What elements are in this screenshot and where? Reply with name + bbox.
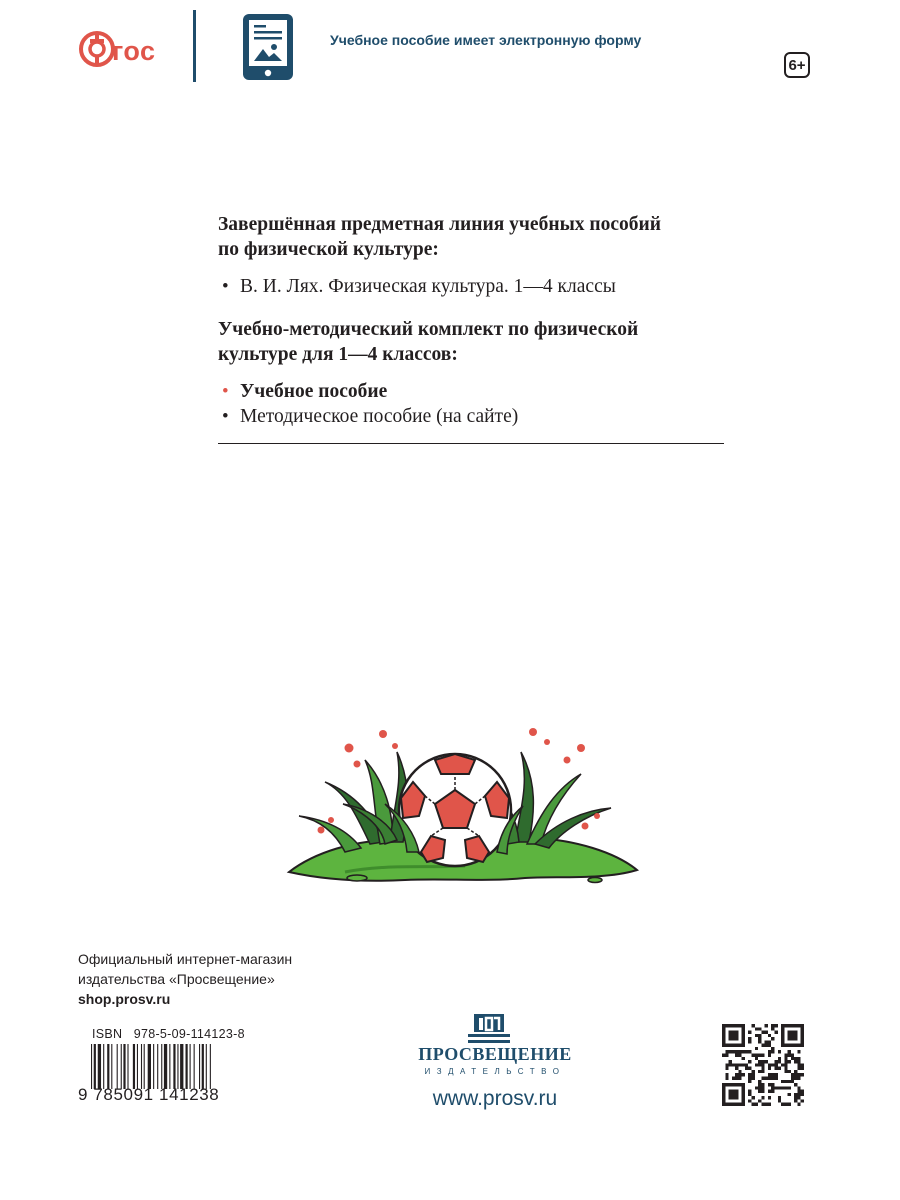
kit-list bbox=[218, 379, 778, 429]
qr-code[interactable] bbox=[722, 1024, 804, 1106]
publisher-mark-icon bbox=[468, 1012, 510, 1046]
fgos-logo bbox=[78, 28, 168, 78]
isbn-barcode-block bbox=[78, 1027, 253, 1107]
bullet-icon: • bbox=[222, 276, 229, 297]
shop-url-link[interactable]: shop.prosv.ru bbox=[78, 991, 171, 1007]
header-divider bbox=[193, 10, 196, 82]
barcode bbox=[91, 1044, 251, 1089]
football-in-grass-illustration bbox=[285, 712, 640, 892]
publisher-name: ПРОСВЕЩЕНИЕ bbox=[418, 1044, 572, 1064]
fgos-mark-icon bbox=[78, 30, 116, 68]
shop-line-1: Официальный интернет-магазин bbox=[78, 951, 293, 967]
fgos-logo-text: гос bbox=[112, 36, 156, 66]
series-heading-line-1: Завершённая предметная линия учебных пособий bbox=[218, 214, 662, 235]
series-block bbox=[218, 212, 778, 429]
electronic-form-notice: Учебное пособие имеет электронную форму bbox=[330, 32, 642, 48]
kit-list-item-textbook: • Учебное пособие bbox=[222, 381, 388, 402]
isbn-line bbox=[92, 1027, 245, 1041]
publisher-logo bbox=[410, 1012, 580, 1112]
bullet-icon: • bbox=[222, 406, 229, 427]
tablet-icon bbox=[241, 12, 295, 82]
shop-block bbox=[78, 949, 292, 1009]
kit-heading-line-1: Учебно-методический комплект по физической bbox=[218, 319, 639, 340]
isbn-label: ISBN bbox=[92, 1027, 123, 1041]
series-list-item: • В. И. Лях. Физическая культура. 1—4 классы bbox=[222, 276, 616, 297]
isbn-number: 978-5-09-114123-8 bbox=[133, 1027, 245, 1041]
section-rule bbox=[218, 443, 724, 444]
age-rating-badge: 6+ bbox=[784, 52, 810, 78]
publisher-url-link[interactable]: www.prosv.ru bbox=[432, 1087, 558, 1110]
barcode-digits: 9 785091 141238 bbox=[78, 1085, 220, 1104]
bullet-icon: • bbox=[222, 381, 229, 402]
series-heading-line-2: по физической культуре: bbox=[218, 239, 439, 260]
shop-line-2: издательства «Просвещение» bbox=[78, 971, 275, 987]
series-list bbox=[218, 274, 778, 299]
publisher-subtitle: ИЗДАТЕЛЬСТВО bbox=[424, 1067, 566, 1076]
kit-heading-line-2: культуре для 1—4 классов: bbox=[218, 344, 458, 365]
kit-list-item-methodical: • Методическое пособие (на сайте) bbox=[222, 406, 519, 427]
